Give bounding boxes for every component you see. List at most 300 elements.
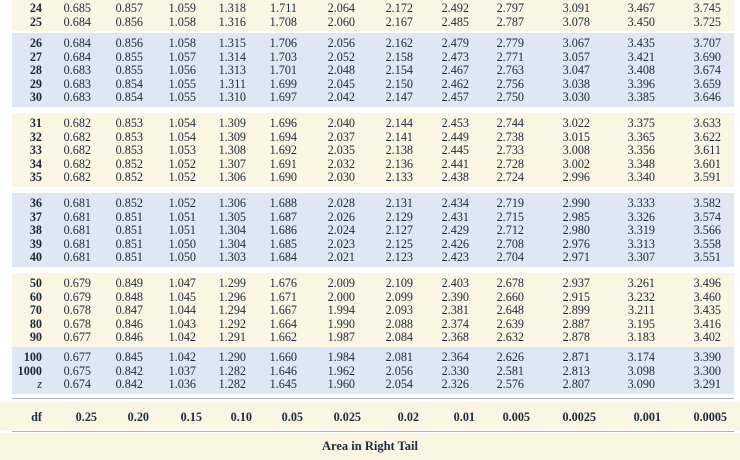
table-row [0, 224, 740, 237]
value-cell: 2.125 [385, 236, 413, 251]
value-cell: 3.496 [693, 276, 721, 290]
value-cell: 1.711 [270, 1, 297, 15]
column-header: 0.05 [281, 410, 303, 424]
value-cell: 2.581 [496, 363, 524, 378]
value-cell: 3.558 [693, 236, 721, 251]
df-cell: z [37, 377, 42, 392]
value-cell: 0.851 [115, 209, 143, 224]
value-cell: 1.045 [168, 289, 196, 304]
value-cell: 1.052 [168, 156, 196, 171]
value-cell: 3.582 [693, 196, 721, 210]
df-cell: 90 [29, 330, 42, 345]
value-cell: 2.109 [385, 276, 413, 290]
value-cell: 3.057 [562, 49, 590, 64]
value-cell: 0.681 [63, 196, 91, 210]
value-cell: 0.681 [63, 209, 91, 224]
value-cell: 2.639 [496, 316, 524, 331]
value-cell: 1.058 [168, 14, 196, 29]
value-cell: 0.847 [115, 303, 143, 318]
value-cell: 1.291 [218, 330, 246, 345]
value-cell: 2.138 [385, 143, 413, 158]
value-cell: 3.022 [562, 116, 590, 130]
df-cell: 30 [29, 90, 42, 105]
value-cell: 2.576 [496, 377, 524, 392]
value-cell: 0.842 [115, 363, 143, 378]
value-cell: 1.308 [218, 143, 246, 158]
value-cell: 0.682 [63, 143, 91, 158]
value-cell: 2.028 [327, 196, 355, 210]
value-cell: 2.084 [385, 330, 413, 345]
value-cell: 0.684 [63, 14, 91, 29]
df-cell: 28 [29, 63, 42, 78]
value-cell: 3.333 [627, 196, 655, 210]
value-cell: 3.416 [693, 316, 721, 331]
value-cell: 2.030 [327, 170, 355, 185]
value-cell: 0.851 [115, 223, 143, 238]
value-cell: 2.678 [496, 276, 524, 290]
value-cell: 2.797 [496, 1, 524, 15]
value-cell: 0.681 [63, 223, 91, 238]
value-cell: 2.127 [385, 223, 413, 238]
table-row [0, 331, 740, 344]
value-cell: 1.299 [218, 276, 246, 290]
column-header: 0.02 [397, 410, 419, 424]
value-cell: 2.479 [441, 36, 469, 50]
value-cell: 0.851 [115, 236, 143, 251]
value-cell: 1.054 [168, 129, 196, 144]
value-cell: 2.032 [327, 156, 355, 171]
header-row [0, 402, 740, 430]
value-cell: 3.574 [693, 209, 721, 224]
df-header: df [31, 410, 42, 424]
value-cell: 2.750 [496, 90, 524, 105]
value-cell: 2.744 [496, 116, 524, 130]
value-cell: 0.846 [115, 316, 143, 331]
value-cell: 1.036 [168, 377, 196, 392]
value-cell: 3.038 [562, 76, 590, 91]
value-cell: 3.396 [627, 76, 655, 91]
divider [12, 431, 734, 432]
value-cell: 2.756 [496, 76, 524, 91]
value-cell: 0.679 [63, 289, 91, 304]
value-cell: 0.683 [63, 90, 91, 105]
value-cell: 0.678 [63, 303, 91, 318]
value-cell: 3.566 [693, 223, 721, 238]
df-cell: 60 [29, 289, 42, 304]
value-cell: 1.043 [168, 316, 196, 331]
value-cell: 1.042 [168, 350, 196, 364]
value-cell: 1.701 [269, 63, 297, 78]
value-cell: 2.162 [385, 36, 413, 50]
value-cell: 2.887 [562, 316, 590, 331]
column-header: 0.001 [633, 410, 661, 424]
value-cell: 3.008 [562, 143, 590, 158]
value-cell: 2.937 [562, 276, 590, 290]
value-cell: 2.021 [327, 250, 355, 265]
value-cell: 2.423 [441, 250, 469, 265]
value-cell: 2.438 [441, 170, 469, 185]
value-cell: 3.601 [693, 156, 721, 171]
value-cell: 0.856 [115, 14, 143, 29]
value-cell: 2.492 [441, 1, 469, 15]
df-cell: 39 [29, 236, 42, 251]
value-cell: 2.660 [496, 289, 524, 304]
value-cell: 2.099 [385, 289, 413, 304]
df-cell: 37 [29, 209, 42, 224]
table-row [0, 304, 740, 317]
column-header: 0.15 [180, 410, 202, 424]
value-cell: 1.037 [168, 363, 196, 378]
column-header: 0.25 [75, 410, 97, 424]
value-cell: 2.771 [496, 49, 524, 64]
value-cell: 1.051 [168, 209, 196, 224]
value-cell: 2.996 [562, 170, 590, 185]
value-cell: 3.195 [627, 316, 655, 331]
column-header: 0.025 [333, 410, 361, 424]
value-cell: 0.681 [63, 250, 91, 265]
df-cell: 1000 [17, 363, 42, 378]
value-cell: 0.855 [115, 49, 143, 64]
area-in-right-tail-label: Area in Right Tail [322, 439, 418, 453]
value-cell: 2.453 [441, 116, 469, 130]
value-cell: 2.131 [385, 196, 413, 210]
value-cell: 3.002 [562, 156, 590, 171]
value-cell: 0.684 [63, 36, 91, 50]
value-cell: 3.348 [627, 156, 655, 171]
value-cell: 1.059 [168, 1, 196, 15]
value-cell: 1.315 [218, 36, 246, 50]
value-cell: 2.632 [496, 330, 524, 345]
value-cell: 3.098 [627, 363, 655, 378]
value-cell: 0.682 [63, 129, 91, 144]
value-cell: 2.715 [496, 209, 524, 224]
value-cell: 2.088 [385, 316, 413, 331]
df-cell: 70 [29, 303, 42, 318]
value-cell: 1.307 [218, 156, 246, 171]
value-cell: 0.677 [63, 330, 91, 345]
value-cell: 3.211 [628, 303, 655, 318]
value-cell: 1.306 [218, 196, 246, 210]
value-cell: 3.390 [693, 350, 721, 364]
value-cell: 1.697 [269, 90, 297, 105]
value-cell: 1.044 [168, 303, 196, 318]
value-cell: 1.990 [327, 316, 355, 331]
table-row [0, 197, 740, 210]
value-cell: 3.435 [627, 36, 655, 50]
value-cell: 1.684 [269, 250, 297, 265]
value-cell: 3.745 [693, 1, 721, 15]
value-cell: 2.060 [327, 14, 355, 29]
column-header: 0.0005 [693, 410, 727, 424]
value-cell: 1.282 [218, 377, 246, 392]
value-cell: 2.364 [441, 350, 469, 364]
value-cell: 1.054 [168, 116, 196, 130]
value-cell: 2.035 [327, 143, 355, 158]
table-row [0, 144, 740, 157]
value-cell: 2.724 [496, 170, 524, 185]
value-cell: 3.375 [627, 116, 655, 130]
table-row [0, 251, 740, 264]
value-cell: 2.704 [496, 250, 524, 265]
df-cell: 36 [29, 196, 42, 210]
table-row [0, 117, 740, 130]
value-cell: 2.048 [327, 63, 355, 78]
value-cell: 1.690 [269, 170, 297, 185]
value-cell: 1.313 [218, 63, 246, 78]
value-cell: 1.282 [218, 363, 246, 378]
value-cell: 0.682 [63, 116, 91, 130]
value-cell: 3.674 [693, 63, 721, 78]
table-row [0, 78, 740, 91]
value-cell: 0.685 [63, 1, 91, 15]
value-cell: 3.450 [627, 14, 655, 29]
value-cell: 1.685 [269, 236, 297, 251]
value-cell: 2.426 [441, 236, 469, 251]
value-cell: 2.971 [562, 250, 590, 265]
table-row [0, 51, 740, 64]
value-cell: 2.374 [441, 316, 469, 331]
value-cell: 3.402 [693, 330, 721, 345]
value-cell: 2.626 [496, 350, 524, 364]
value-cell: 0.679 [63, 276, 91, 290]
df-cell: 34 [29, 156, 42, 171]
value-cell: 1.310 [218, 90, 246, 105]
value-cell: 3.435 [693, 303, 721, 318]
value-cell: 3.300 [693, 363, 721, 378]
value-cell: 1.052 [168, 170, 196, 185]
value-cell: 0.851 [115, 250, 143, 265]
table-row [0, 171, 740, 184]
value-cell: 1.687 [269, 209, 297, 224]
value-cell: 2.899 [562, 303, 590, 318]
value-cell: 0.857 [115, 1, 143, 15]
value-cell: 3.690 [693, 49, 721, 64]
df-cell: 27 [29, 49, 42, 64]
value-cell: 0.684 [63, 49, 91, 64]
value-cell: 2.871 [562, 350, 590, 364]
value-cell: 0.681 [63, 236, 91, 251]
value-cell: 2.719 [496, 196, 524, 210]
value-cell: 3.183 [627, 330, 655, 345]
value-cell: 0.848 [115, 289, 143, 304]
value-cell: 1.646 [269, 363, 297, 378]
df-cell: 26 [29, 36, 42, 50]
value-cell: 3.421 [627, 49, 655, 64]
value-cell: 1.058 [168, 36, 196, 50]
value-cell: 0.677 [63, 350, 91, 364]
value-cell: 3.633 [693, 116, 721, 130]
table-row [0, 351, 740, 364]
value-cell: 0.849 [115, 276, 143, 290]
value-cell: 1.686 [269, 223, 297, 238]
value-cell: 2.150 [385, 76, 413, 91]
value-cell: 0.846 [115, 330, 143, 345]
value-cell: 2.473 [441, 49, 469, 64]
value-cell: 2.467 [441, 63, 469, 78]
value-cell: 2.441 [441, 156, 469, 171]
value-cell: 1.703 [269, 49, 297, 64]
value-cell: 1.676 [269, 276, 297, 290]
value-cell: 1.309 [218, 116, 246, 130]
value-cell: 1.667 [269, 303, 297, 318]
value-cell: 1.042 [168, 330, 196, 345]
value-cell: 2.915 [562, 289, 590, 304]
value-cell: 0.682 [63, 170, 91, 185]
value-cell: 3.340 [627, 170, 655, 185]
value-cell: 1.047 [168, 276, 196, 290]
value-cell: 0.852 [115, 170, 143, 185]
value-cell: 1.660 [269, 350, 297, 364]
value-cell: 2.141 [385, 129, 413, 144]
value-cell: 2.000 [327, 289, 355, 304]
value-cell: 1.057 [168, 49, 196, 64]
value-cell: 2.728 [496, 156, 524, 171]
value-cell: 1.055 [168, 76, 196, 91]
value-cell: 0.853 [115, 129, 143, 144]
value-cell: 2.064 [327, 1, 355, 15]
value-cell: 0.853 [115, 116, 143, 130]
value-cell: 3.659 [693, 76, 721, 91]
value-cell: 2.429 [441, 223, 469, 238]
value-cell: 1.691 [269, 156, 297, 171]
value-cell: 0.854 [115, 90, 143, 105]
value-cell: 1.699 [269, 76, 297, 91]
value-cell: 2.123 [385, 250, 413, 265]
value-cell: 2.144 [385, 116, 413, 130]
value-cell: 1.053 [168, 143, 196, 158]
value-cell: 2.390 [441, 289, 469, 304]
value-cell: 2.026 [327, 209, 355, 224]
value-cell: 2.712 [496, 223, 524, 238]
value-cell: 2.807 [562, 377, 590, 392]
value-cell: 2.040 [327, 116, 355, 130]
value-cell: 1.314 [218, 49, 246, 64]
value-cell: 3.319 [627, 223, 655, 238]
value-cell: 2.813 [562, 363, 590, 378]
value-cell: 1.290 [218, 350, 246, 364]
value-cell: 3.091 [562, 1, 590, 15]
value-cell: 3.622 [693, 129, 721, 144]
value-cell: 1.664 [269, 316, 297, 331]
value-cell: 2.787 [496, 14, 524, 29]
value-cell: 2.462 [441, 76, 469, 91]
value-cell: 3.365 [627, 129, 655, 144]
value-cell: 1.960 [327, 377, 355, 392]
value-cell: 1.694 [269, 129, 297, 144]
value-cell: 2.154 [385, 63, 413, 78]
df-cell: 29 [29, 76, 42, 91]
column-header: 0.10 [230, 410, 252, 424]
value-cell: 2.485 [441, 14, 469, 29]
value-cell: 1.708 [269, 14, 297, 29]
value-cell: 2.133 [385, 170, 413, 185]
table-row [0, 91, 740, 104]
value-cell: 2.056 [327, 36, 355, 50]
value-cell: 0.683 [63, 76, 91, 91]
value-cell: 2.403 [441, 276, 469, 290]
value-cell: 1.055 [168, 90, 196, 105]
value-cell: 1.309 [218, 129, 246, 144]
value-cell: 2.009 [327, 276, 355, 290]
column-header: 0.0025 [562, 410, 596, 424]
value-cell: 1.304 [218, 223, 246, 238]
value-cell: 0.845 [115, 350, 143, 364]
table-row [0, 277, 740, 290]
value-cell: 2.056 [385, 363, 413, 378]
value-cell: 1.306 [218, 170, 246, 185]
value-cell: 0.856 [115, 36, 143, 50]
value-cell: 1.696 [269, 116, 297, 130]
value-cell: 2.052 [327, 49, 355, 64]
value-cell: 1.671 [269, 289, 297, 304]
table-row [0, 211, 740, 224]
value-cell: 0.854 [115, 76, 143, 91]
value-cell: 3.174 [627, 350, 655, 364]
df-cell: 33 [29, 143, 42, 158]
value-cell: 0.853 [115, 143, 143, 158]
value-cell: 3.313 [627, 236, 655, 251]
value-cell: 3.385 [627, 90, 655, 105]
value-cell: 2.985 [562, 209, 590, 224]
df-cell: 38 [29, 223, 42, 238]
table-row [0, 64, 740, 77]
value-cell: 1.303 [218, 250, 246, 265]
value-cell: 3.356 [627, 143, 655, 158]
value-cell: 1.645 [269, 377, 297, 392]
value-cell: 2.738 [496, 129, 524, 144]
value-cell: 3.646 [693, 90, 721, 105]
value-cell: 1.662 [269, 330, 297, 345]
value-cell: 3.326 [627, 209, 655, 224]
value-cell: 2.129 [385, 209, 413, 224]
table-row [0, 238, 740, 251]
column-header: 0.20 [127, 410, 149, 424]
value-cell: 0.682 [63, 156, 91, 171]
df-cell: 50 [29, 276, 42, 290]
value-cell: 1.316 [218, 14, 246, 29]
value-cell: 1.051 [168, 223, 196, 238]
value-cell: 2.878 [562, 330, 590, 345]
value-cell: 3.707 [693, 36, 721, 50]
value-cell: 0.675 [63, 363, 91, 378]
df-cell: 35 [29, 170, 42, 185]
value-cell: 2.172 [385, 1, 413, 15]
value-cell: 3.591 [693, 170, 721, 185]
value-cell: 2.980 [562, 223, 590, 238]
table-row [0, 2, 740, 15]
table-row [0, 131, 740, 144]
value-cell: 3.408 [627, 63, 655, 78]
table-row [0, 378, 740, 391]
value-cell: 1.984 [327, 350, 355, 364]
value-cell: 2.976 [562, 236, 590, 251]
value-cell: 3.261 [627, 276, 655, 290]
value-cell: 1.296 [218, 289, 246, 304]
value-cell: 3.725 [693, 14, 721, 29]
column-header: 0.005 [502, 410, 530, 424]
value-cell: 2.431 [441, 209, 469, 224]
value-cell: 1.688 [269, 196, 297, 210]
value-cell: 1.994 [327, 303, 355, 318]
value-cell: 3.047 [562, 63, 590, 78]
column-header: 0.01 [453, 410, 475, 424]
divider [12, 398, 734, 399]
value-cell: 2.023 [327, 236, 355, 251]
value-cell: 0.683 [63, 63, 91, 78]
value-cell: 3.551 [693, 250, 721, 265]
value-cell: 2.763 [496, 63, 524, 78]
value-cell: 2.434 [441, 196, 469, 210]
